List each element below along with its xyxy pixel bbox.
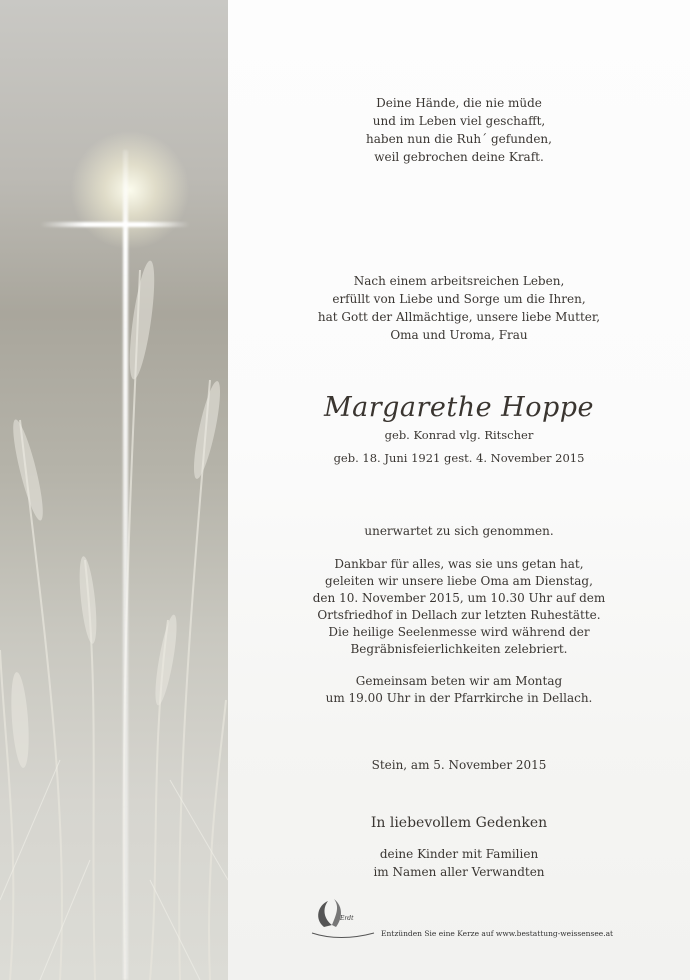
unexpected-text: unerwartet zu sich genommen. bbox=[364, 524, 554, 538]
funeral-line: Ortsfriedhof in Dellach zur letzten Ruhestätte. bbox=[317, 608, 601, 622]
family-line: im Namen aller Verwandten bbox=[373, 865, 545, 879]
wheat-stalks-illustration bbox=[0, 0, 228, 980]
family-signature bbox=[228, 845, 690, 881]
wheat-cross-photo bbox=[0, 0, 228, 980]
candle-link[interactable]: Entzünden Sie eine Kerze auf www.bestattung-weissensee.at bbox=[381, 929, 614, 938]
poem-line: Deine Hände, die nie müde bbox=[376, 96, 542, 110]
deceased-name: Margarethe Hoppe bbox=[323, 392, 595, 423]
place-date: Stein, am 5. November 2015 bbox=[371, 758, 547, 772]
intro-line: erfüllt von Liebe und Sorge um die Ihren, bbox=[332, 292, 586, 306]
logo-text: Erdt bbox=[340, 915, 354, 922]
cross-horizontal-beam bbox=[40, 222, 190, 227]
intro-line: Nach einem arbeitsreichen Leben, bbox=[353, 274, 565, 288]
funeral-line: geleiten wir unsere liebe Oma am Dienstag, bbox=[325, 574, 593, 588]
intro-line: Oma und Uroma, Frau bbox=[390, 328, 528, 342]
poem-line: weil gebrochen deine Kraft. bbox=[374, 150, 544, 164]
poem-line: haben nun die Ruh´ gefunden, bbox=[366, 132, 552, 146]
funeral-line: Begräbnisfeierlichkeiten zelebriert. bbox=[350, 642, 568, 656]
family-line: deine Kinder mit Familien bbox=[379, 847, 539, 861]
maiden-name: geb. Konrad vlg. Ritscher bbox=[384, 428, 534, 442]
funeral-line: Dankbar für alles, was sie uns getan hat, bbox=[334, 557, 584, 571]
life-dates: geb. 18. Juni 1921 gest. 4. November 2015 bbox=[333, 451, 585, 465]
prayer-details bbox=[228, 673, 690, 707]
poem bbox=[228, 94, 690, 166]
prayer-line: Gemeinsam beten wir am Montag bbox=[355, 674, 563, 688]
intro-line: hat Gott der Allmächtige, unsere liebe Mutter, bbox=[317, 310, 601, 324]
funeral-line: Die heilige Seelenmesse wird während der bbox=[328, 625, 590, 639]
intro-text bbox=[228, 272, 690, 344]
poem-line: und im Leben viel geschafft, bbox=[372, 114, 546, 128]
cross-vertical-beam bbox=[123, 150, 128, 980]
funeral-details bbox=[228, 556, 690, 658]
memory-heading: In liebevollem Gedenken bbox=[370, 815, 548, 831]
funeral-line: den 10. November 2015, um 10.30 Uhr auf dem bbox=[312, 591, 606, 605]
prayer-line: um 19.00 Uhr in der Pfarrkirche in Dellach. bbox=[325, 691, 593, 705]
